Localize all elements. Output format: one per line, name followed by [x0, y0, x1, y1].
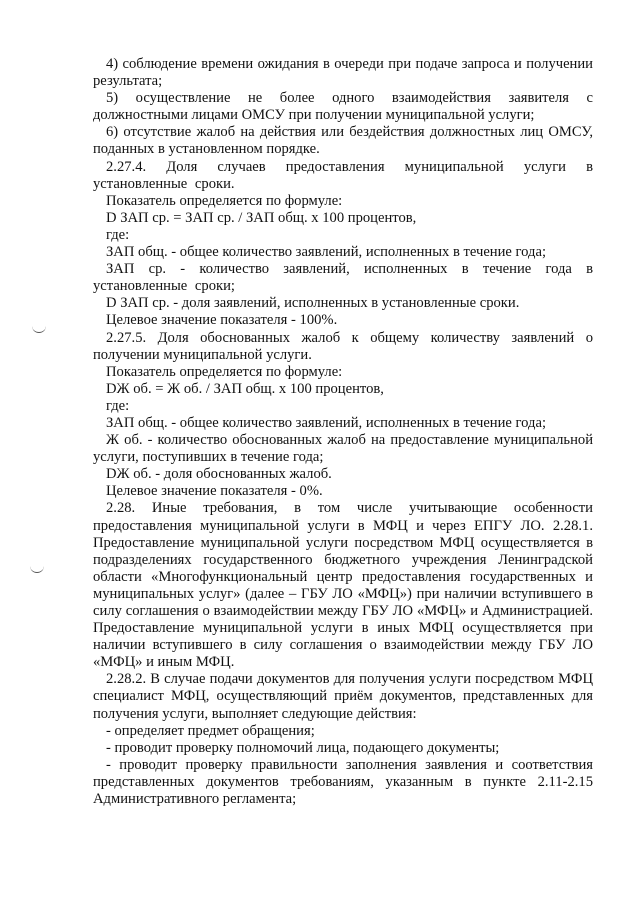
formula: D ЗАП ср. = ЗАП ср. / ЗАП общ. х 100 процентов,: [106, 209, 417, 226]
document-body: [93, 56, 593, 808]
scan-binding-mark: [32, 325, 46, 333]
section-2-28: 2.28. Иные требования, в том числе учитывающие особенности предоставления муниципальной услуги в МФЦ и через ЕПГУ ЛО. 2.28.1. Предоставление муниципальной услуги посредством МФЦ осуществляется в подразделениях государственного бюджетного учреждения Ленинградской области «Многофункциональный центр предоставления государственных и муниципальных услуг» (далее – ГБУ ЛО «МФЦ») при наличии вступившего в силу соглашения о взаимодействии между ГБУ ЛО «МФЦ» и Администрацией. Предоставление муниципальной услуги в иных МФЦ осуществляется при наличии вступившего в силу соглашения о взаимодействии между ГБУ ЛО «МФЦ» и иным МФЦ.: [93, 500, 593, 671]
scan-binding-mark: [30, 565, 44, 573]
formula-where: где:: [106, 226, 130, 243]
section-2-28-2: 2.28.2. В случае подачи документов для получения услуги посредством МФЦ специалист МФЦ, осуществляющий приём документов, представленных для получения услуги, выполняет следующие действия:: [93, 671, 593, 722]
list-item-6: 6) отсутствие жалоб на действия или бездействия должностных лиц ОМСУ, поданных в установленном порядке.: [93, 124, 593, 158]
formula: DЖ об. = Ж об. / ЗАП общ. х 100 процентов,: [106, 380, 384, 397]
formula-definition: D ЗАП ср. - доля заявлений, исполненных в установленные сроки.: [106, 295, 520, 312]
list-item-5: 5) осуществление не более одного взаимодействия заявителя с должностными лицами ОМСУ при получении муниципальной услуги;: [93, 90, 593, 124]
list-item-4: 4) соблюдение времени ожидания в очереди при подаче запроса и получении результата;: [93, 56, 593, 90]
formula-definition: ЗАП ср. - количество заявлений, исполненных в течение года в установленные сроки;: [93, 261, 593, 295]
formula-definition: ЗАП общ. - общее количество заявлений, исполненных в течение года;: [106, 414, 547, 431]
formula-intro: Показатель определяется по формуле:: [106, 192, 343, 209]
target-value: Целевое значение показателя - 0%.: [106, 483, 323, 500]
formula-definition: Ж об. - количество обоснованных жалоб на предоставление муниципальной услуги, поступивших в течение года;: [93, 432, 593, 466]
formula-definition: ЗАП общ. - общее количество заявлений, исполненных в течение года;: [106, 244, 547, 261]
action-item: - проводит проверку полномочий лица, подающего документы;: [106, 739, 500, 756]
section-2-27-5: 2.27.5. Доля обоснованных жалоб к общему количеству заявлений о получении муниципальной услуги.: [93, 329, 593, 363]
target-value: Целевое значение показателя - 100%.: [106, 312, 338, 329]
formula-intro: Показатель определяется по формуле:: [106, 363, 343, 380]
action-item: - определяет предмет обращения;: [106, 722, 315, 739]
formula-definition: DЖ об. - доля обоснованных жалоб.: [106, 466, 332, 483]
formula-where: где:: [106, 397, 130, 414]
section-2-27-4: 2.27.4. Доля случаев предоставления муниципальной услуги в установленные сроки.: [93, 158, 593, 192]
action-item: - проводит проверку правильности заполнения заявления и соответствия представленных документов требованиям, указанным в пункте 2.11-2.15 Административного регламента;: [93, 756, 593, 808]
